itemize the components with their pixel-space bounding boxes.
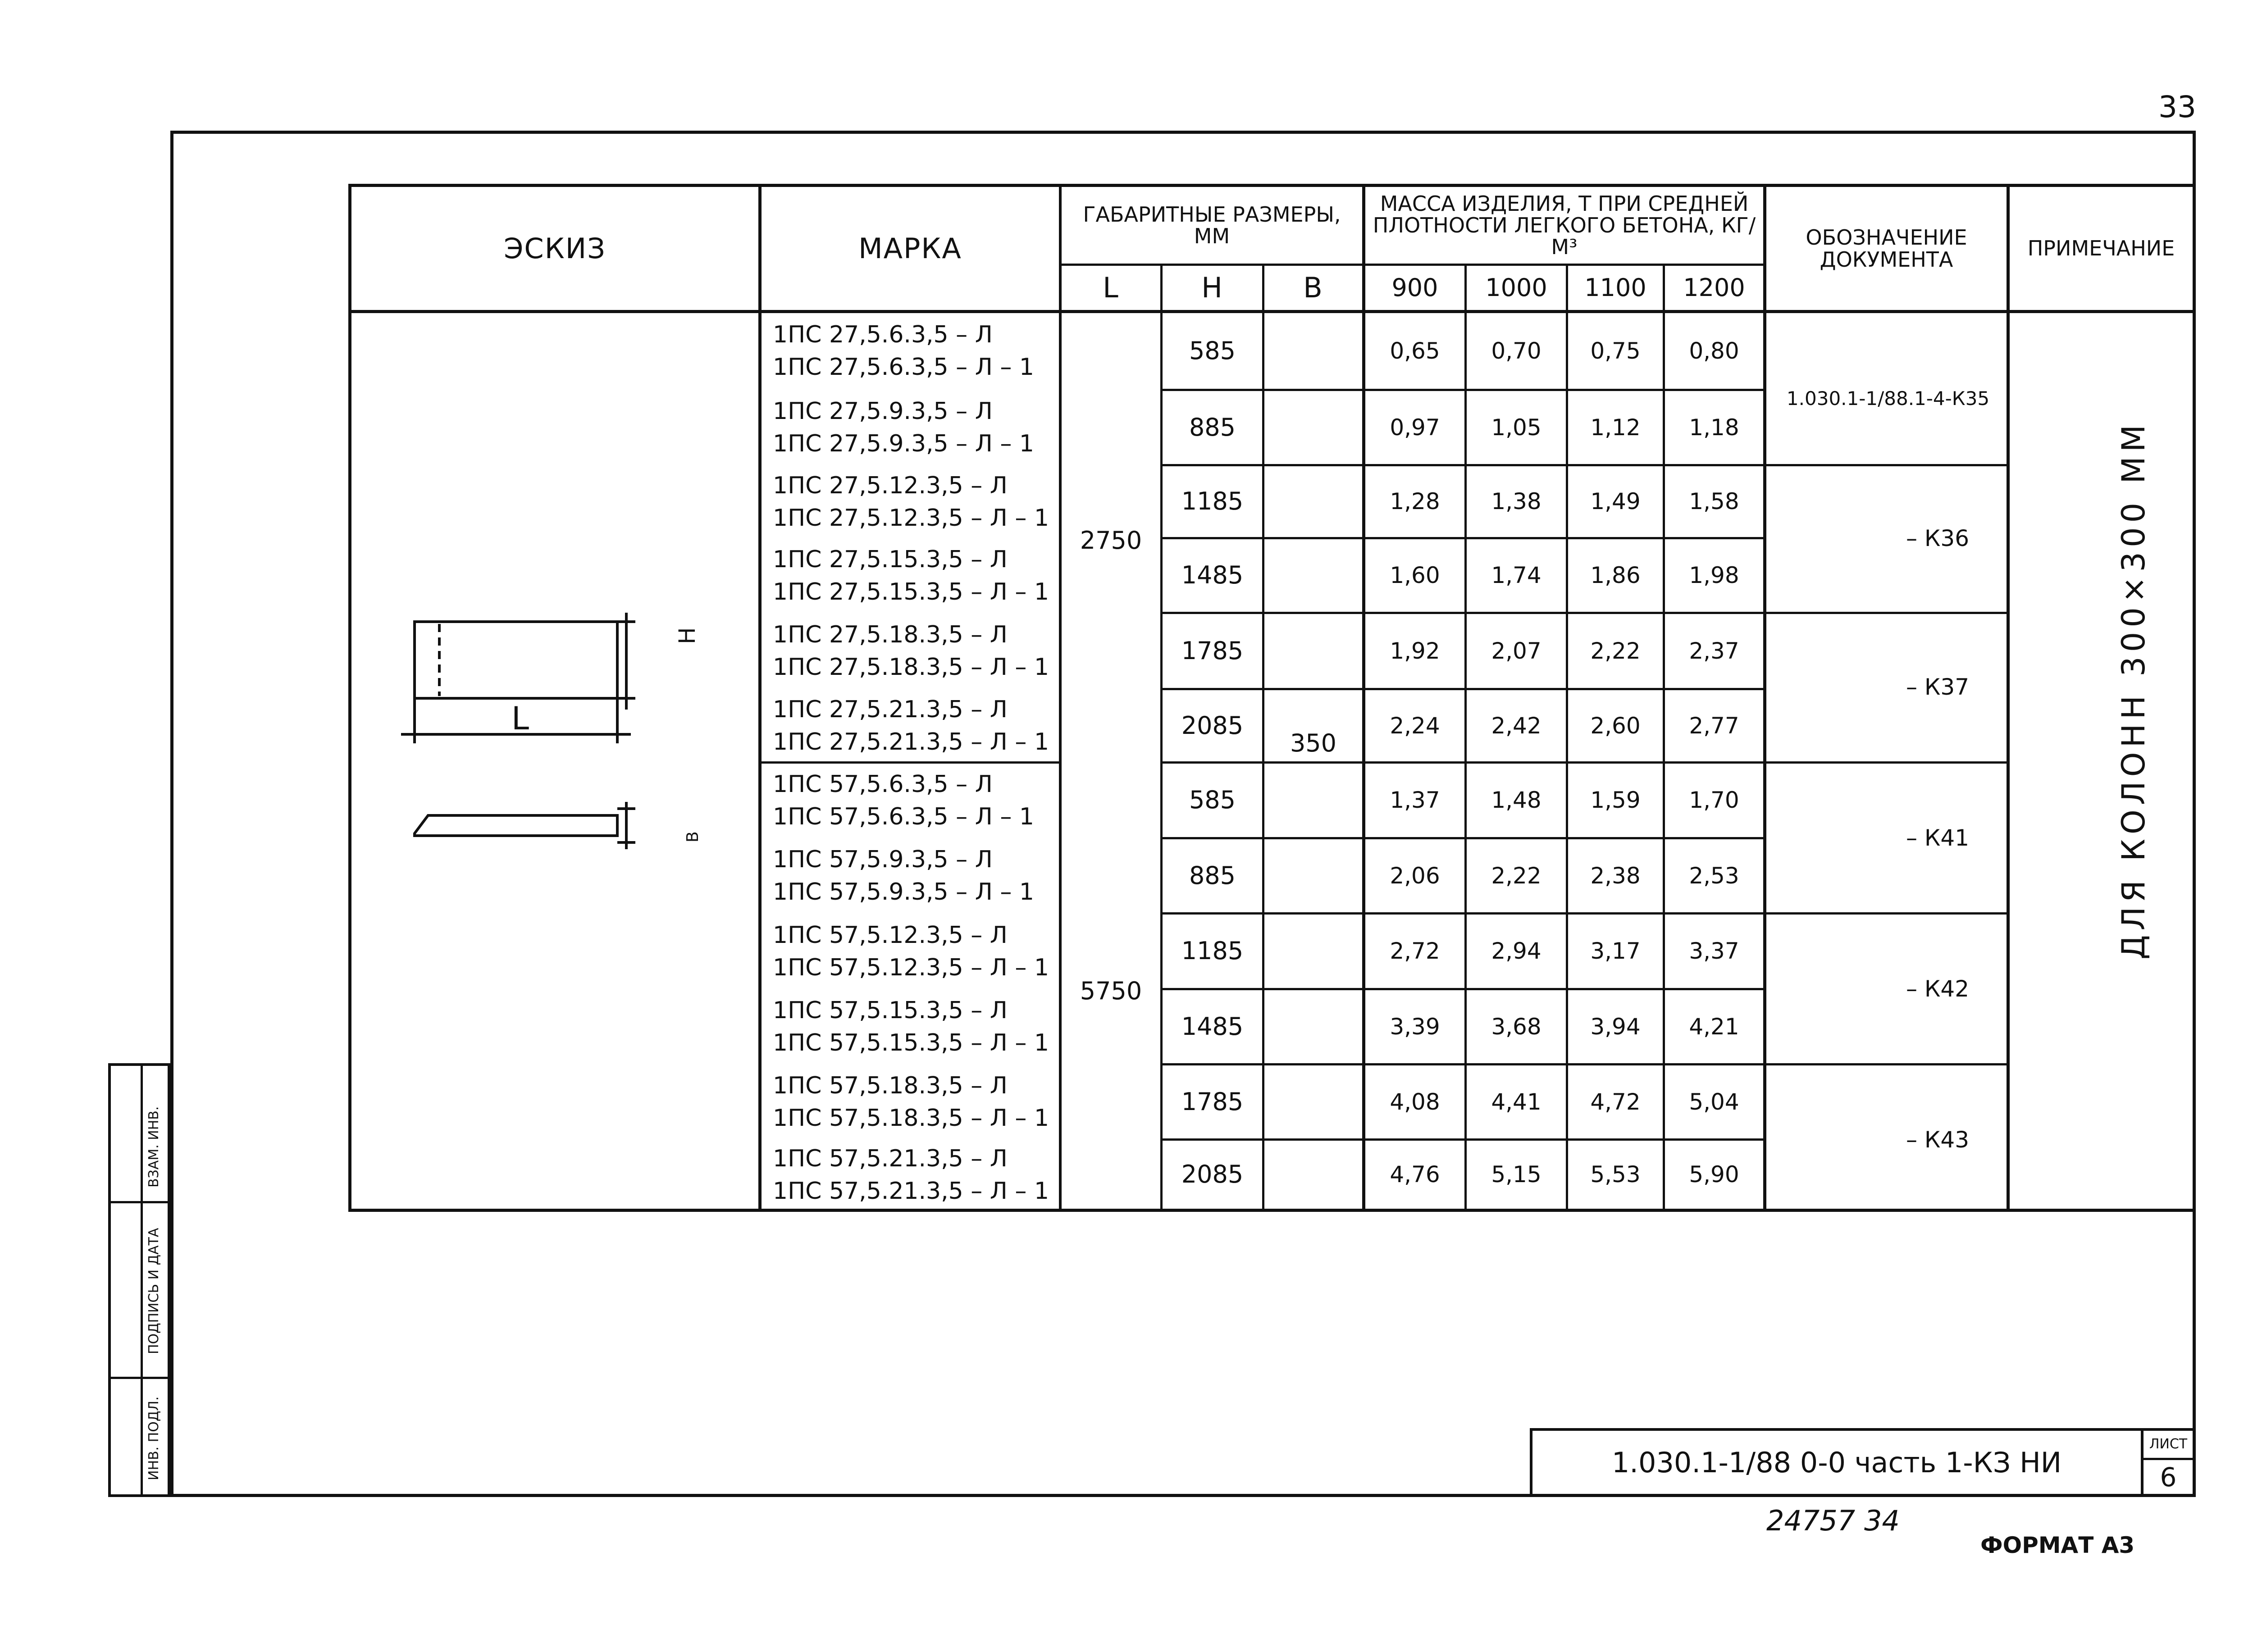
mass-cell: 3,94 <box>1590 1013 1641 1040</box>
header-density-900: 900 <box>1391 273 1438 302</box>
mass-cell: 3,68 <box>1491 1013 1542 1040</box>
header-sketch: ЭСКИЗ <box>504 232 606 265</box>
mark-variant: 1ПС 27,5.9.3,5 – Л – 1 <box>773 430 1034 457</box>
mass-cell: 1,12 <box>1590 414 1641 441</box>
mass-cell: 1,98 <box>1689 562 1739 589</box>
sketch-plan-view <box>415 815 617 836</box>
mark-cell <box>773 919 1052 984</box>
mark-cell <box>773 768 1052 833</box>
sketch-label-h: H <box>674 627 700 644</box>
height-cell: 2085 <box>1181 711 1244 740</box>
mass-cell: 2,72 <box>1390 938 1440 965</box>
mass-cell: 1,59 <box>1590 787 1641 814</box>
mark-cell <box>773 843 1052 908</box>
mass-cell: 2,60 <box>1590 712 1641 739</box>
height-cell: 1485 <box>1181 561 1244 590</box>
document-k41: – К41 <box>1906 824 1969 851</box>
mark-primary: 1ПС 57,5.12.3,5 – Л <box>773 921 1008 949</box>
height-cell: 1785 <box>1181 1087 1244 1116</box>
header-dim-h: H <box>1201 271 1223 305</box>
mass-cell: 5,53 <box>1590 1161 1641 1188</box>
mass-cell: 2,53 <box>1689 862 1739 889</box>
mark-variant: 1ПС 27,5.15.3,5 – Л – 1 <box>773 578 1049 605</box>
mass-cell: 5,04 <box>1689 1088 1739 1115</box>
height-cell: 2085 <box>1181 1160 1244 1189</box>
mark-cell <box>773 469 1052 534</box>
mass-cell: 1,60 <box>1390 562 1440 589</box>
mark-primary: 1ПС 27,5.21.3,5 – Л <box>773 696 1008 723</box>
document-k35: 1.030.1-1/88.1-4-К35 <box>1786 387 1990 410</box>
mark-variant: 1ПС 57,5.21.3,5 – Л – 1 <box>773 1177 1049 1205</box>
mass-cell: 1,92 <box>1390 637 1440 664</box>
mass-cell: 2,07 <box>1491 637 1542 664</box>
header-mark: МАРКА <box>858 232 962 265</box>
mass-cell: 1,49 <box>1590 488 1641 515</box>
header-mass: МАССА ИЗДЕЛИЯ, Т ПРИ СРЕДНЕЙ ПЛОТНОСТИ ЛЕГКОГО БЕТОНА, КГ/М³ <box>1373 191 1756 259</box>
mass-cell: 2,22 <box>1491 862 1542 889</box>
height-cell: 1785 <box>1181 636 1244 665</box>
mass-cell: 2,22 <box>1590 637 1641 664</box>
mark-cell <box>773 619 1052 683</box>
mass-cell: 1,48 <box>1491 787 1542 814</box>
mark-variant: 1ПС 57,5.18.3,5 – Л – 1 <box>773 1105 1049 1132</box>
mass-cell: 4,72 <box>1590 1088 1641 1115</box>
side-stamp-inventory: ИНВ. ПОДЛ. <box>146 1396 162 1480</box>
note-text: ДЛЯ КОЛОНН 300×300 ММ <box>2115 420 2152 960</box>
mass-cell: 4,08 <box>1390 1088 1440 1115</box>
mass-cell: 2,77 <box>1689 712 1739 739</box>
mass-cell: 2,38 <box>1590 862 1641 889</box>
mark-variant: 1ПС 57,5.9.3,5 – Л – 1 <box>773 878 1034 906</box>
mass-cell: 2,06 <box>1390 862 1440 889</box>
mass-cell: 3,37 <box>1689 938 1739 965</box>
height-cell: 585 <box>1189 786 1236 815</box>
mass-cell: 3,39 <box>1390 1013 1440 1040</box>
title-block <box>1530 1428 2196 1497</box>
mark-primary: 1ПС 27,5.15.3,5 – Л <box>773 546 1008 573</box>
mass-cell: 1,05 <box>1491 414 1542 441</box>
mass-cell: 1,86 <box>1590 562 1641 589</box>
mark-primary: 1ПС 27,5.9.3,5 – Л <box>773 398 993 425</box>
mass-cell: 2,37 <box>1689 637 1739 664</box>
mark-cell <box>773 693 1052 758</box>
title-code: 1.030.1-1/88 0-0 часть 1-КЗ НИ <box>1611 1446 2062 1479</box>
mark-primary: 1ПС 27,5.12.3,5 – Л <box>773 472 1008 499</box>
mark-variant: 1ПС 27,5.12.3,5 – Л – 1 <box>773 504 1049 532</box>
mark-primary: 1ПС 57,5.18.3,5 – Л <box>773 1072 1008 1099</box>
header-density-1000: 1000 <box>1485 273 1547 302</box>
header-dim-b: B <box>1303 271 1323 305</box>
height-cell: 1185 <box>1181 937 1244 965</box>
length-group-2: 5750 <box>1080 976 1142 1005</box>
bottom-number: 24757 34 <box>1766 1504 1900 1537</box>
mark-variant: 1ПС 57,5.15.3,5 – Л – 1 <box>773 1029 1049 1056</box>
header-dimensions: ГАБАРИТНЫЕ РАЗМЕРЫ, ММ <box>1083 202 1341 248</box>
mass-cell: 1,38 <box>1491 488 1542 515</box>
height-cell: 585 <box>1189 336 1236 365</box>
mark-variant: 1ПС 27,5.6.3,5 – Л – 1 <box>773 354 1034 381</box>
mass-cell: 2,42 <box>1491 712 1542 739</box>
header-dim-l: L <box>1103 271 1119 305</box>
length-group-1: 2750 <box>1080 526 1142 555</box>
mark-cell <box>773 319 1052 383</box>
height-cell: 1485 <box>1181 1012 1244 1041</box>
document-k42: – К42 <box>1906 975 1969 1002</box>
mark-variant: 1ПС 57,5.6.3,5 – Л – 1 <box>773 803 1034 830</box>
mark-cell <box>773 395 1052 460</box>
side-stamp-exchange: ВЗАМ. ИНВ. <box>146 1106 162 1188</box>
mass-cell: 5,90 <box>1689 1161 1739 1188</box>
mass-cell: 1,28 <box>1390 488 1440 515</box>
sheet-number: 6 <box>2160 1461 2177 1493</box>
mark-cell <box>773 543 1052 608</box>
document-k43: – К43 <box>1906 1126 1969 1153</box>
mass-cell: 1,58 <box>1689 488 1739 515</box>
mass-cell: 4,76 <box>1390 1161 1440 1188</box>
mark-cell <box>773 1069 1052 1134</box>
height-cell: 1185 <box>1181 487 1244 516</box>
header-density-1100: 1100 <box>1584 273 1646 302</box>
mass-cell: 0,80 <box>1689 337 1739 364</box>
document-k37: – К37 <box>1906 674 1969 700</box>
mass-cell: 2,24 <box>1390 712 1440 739</box>
mark-primary: 1ПС 57,5.15.3,5 – Л <box>773 997 1008 1024</box>
side-stamp <box>108 1063 170 1497</box>
mark-variant: 1ПС 27,5.21.3,5 – Л – 1 <box>773 728 1049 755</box>
mass-cell: 1,37 <box>1390 787 1440 814</box>
mass-cell: 0,97 <box>1390 414 1440 441</box>
document-k36: – К36 <box>1906 525 1969 551</box>
mark-primary: 1ПС 57,5.9.3,5 – Л <box>773 846 993 873</box>
mass-cell: 1,18 <box>1689 414 1739 441</box>
mass-cell: 2,94 <box>1491 938 1542 965</box>
mass-cell: 0,65 <box>1390 337 1440 364</box>
mass-cell: 4,41 <box>1491 1088 1542 1115</box>
sketch-label-b: B <box>684 831 702 842</box>
format-label: ФОРМАТ А3 <box>1980 1532 2135 1558</box>
mass-cell: 0,75 <box>1590 337 1641 364</box>
header-note: ПРИМЕЧАНИЕ <box>2027 236 2175 261</box>
page-number: 33 <box>2158 90 2196 124</box>
sheet-label: ЛИСТ <box>2149 1436 2188 1452</box>
mark-primary: 1ПС 27,5.6.3,5 – Л <box>773 321 993 348</box>
header-density-1200: 1200 <box>1683 273 1745 302</box>
width-value: 350 <box>1290 728 1337 757</box>
mass-cell: 3,17 <box>1590 938 1641 965</box>
mark-primary: 1ПС 57,5.21.3,5 – Л <box>773 1145 1008 1172</box>
sketch-label-l: L <box>511 700 529 737</box>
mark-variant: 1ПС 27,5.18.3,5 – Л – 1 <box>773 654 1049 681</box>
side-stamp-signature: ПОДПИСЬ И ДАТА <box>146 1228 162 1354</box>
mark-primary: 1ПС 27,5.18.3,5 – Л <box>773 621 1008 648</box>
height-cell: 885 <box>1189 413 1236 441</box>
height-cell: 885 <box>1189 861 1236 890</box>
mass-cell: 0,70 <box>1491 337 1542 364</box>
mark-primary: 1ПС 57,5.6.3,5 – Л <box>773 770 993 798</box>
mass-cell: 1,74 <box>1491 562 1542 589</box>
header-document: ОБОЗНАЧЕНИЕ ДОКУМЕНТА <box>1806 225 1967 272</box>
mass-cell: 5,15 <box>1491 1161 1542 1188</box>
mark-variant: 1ПС 57,5.12.3,5 – Л – 1 <box>773 954 1049 981</box>
mark-cell <box>773 1142 1052 1207</box>
mass-cell: 4,21 <box>1689 1013 1739 1040</box>
sketch-front-view <box>415 622 617 698</box>
mass-cell: 1,70 <box>1689 787 1739 814</box>
mark-cell <box>773 994 1052 1059</box>
